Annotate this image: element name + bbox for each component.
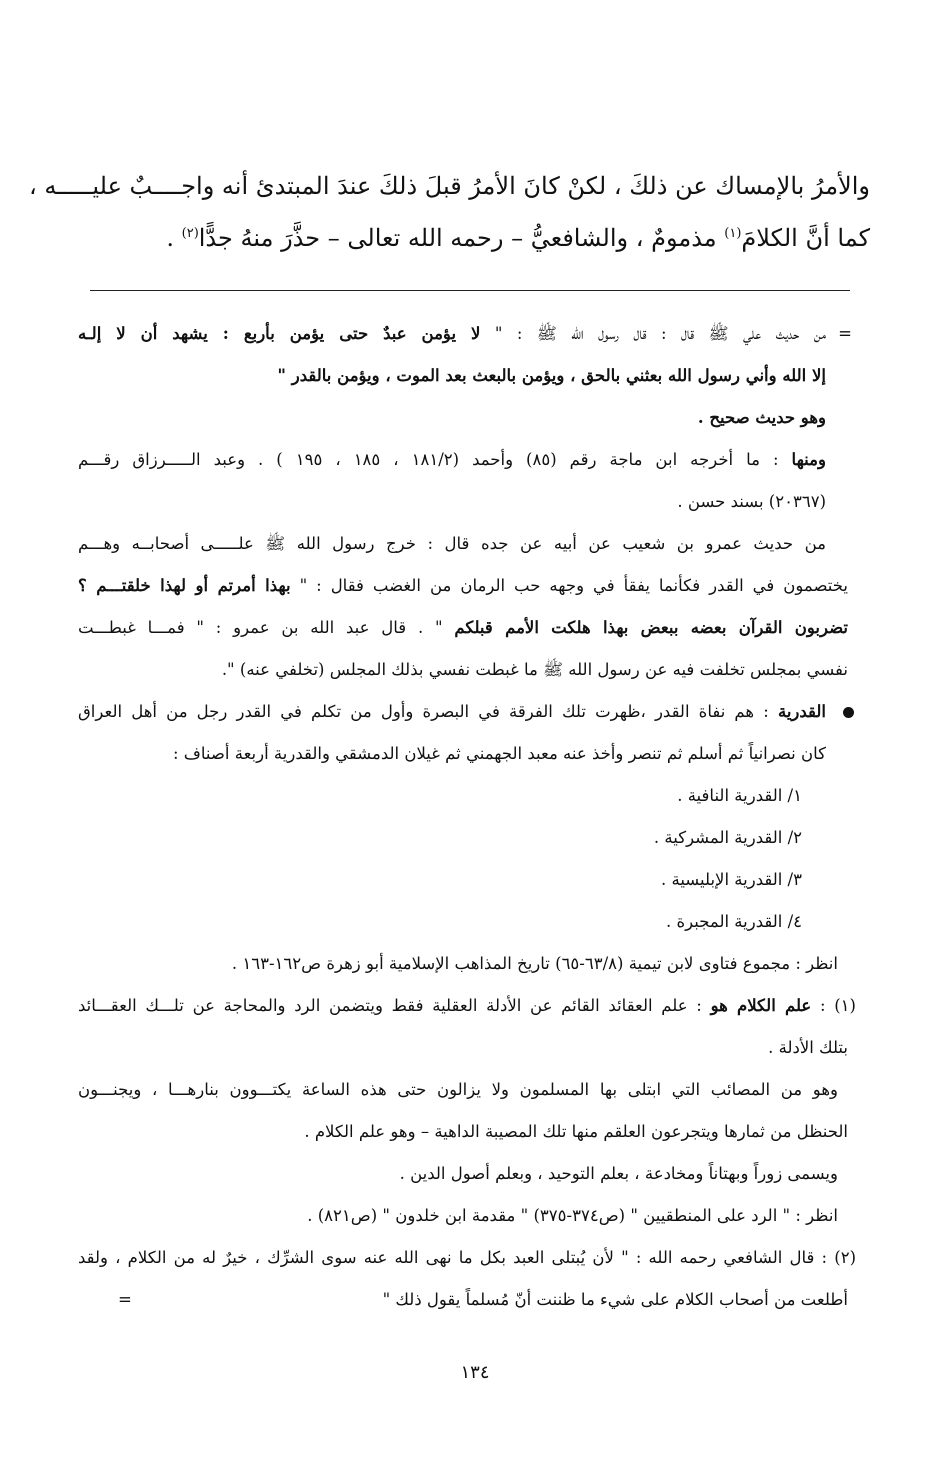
footnote-text: : ما أخرجه ابن ماجة رقم (٨٥) وأحمد (١٨١/٢ ، ١٨٥ ، ١٩٥ ) . وعبد الـــــرزاق رقـــم — [78, 450, 792, 469]
hadith-text: تضربون القرآن بعضه ببعض بهذا هلكت الأمم قبلكم — [454, 618, 848, 637]
hadith-text: بهذا أمرتم أو لهذا خلقتـــم ؟ — [78, 576, 291, 595]
footnote-line: انظر : مجموع فتاوى لابن تيمية (٦٣/٨-٦٥) تاريخ المذاهب الإسلامية أبو زهرة ص١٦٢-١٦٣ . — [231, 954, 838, 973]
footnote-line: الحنظل من ثمارها ويتجرعون العلقم منها تلك المصيبة الداهية – وهو علم الكلام . — [304, 1122, 848, 1141]
footnote-keyword: ومنها — [791, 450, 826, 469]
hadith-text: لا يؤمن عبدٌ حتى يؤمن بأربع : يشهد أن لا إلـه — [78, 324, 481, 343]
footnote-number: (١) : — [811, 996, 856, 1015]
hadith-grade: وهو حديث صحيح . — [697, 408, 826, 427]
footnote-line: (٢) : قال الشافعي رحمه الله : " لأن يُبتلى العبد بكل ما نهى الله عنه سوى الشرِّك ، خيرٌ له من الكلام ، ولقد — [78, 1248, 856, 1267]
main-line-1: والأمرُ بالإمساك عن ذلكَ ، لكنْ كانَ الأمرُ قبلَ ذلكَ عندَ المبتدئ أنه واجــــبٌ عليـــــه ، — [28, 172, 870, 200]
footnote-ref-1[interactable]: (١) — [724, 226, 742, 241]
continuation-marker: = — [118, 1290, 132, 1309]
footnote-text: يختصمون في القدر فكأنما يفقأ في وجهه حب الرمان من الغضب فقال : " — [290, 576, 848, 595]
footnote-line: من حديث عمرو بن شعيب عن أبيه عن جده قال : خرج رسول الله ﷺ علـــــى أصحابــه وهـــم — [78, 534, 826, 553]
footnote-text: أطلعت من أصحاب الكلام على شيء ما ظننت أنّ مُسلماً يقول ذلك " — [382, 1290, 848, 1309]
main-line-2-part-a: كما أنَّ الكلامَ — [741, 224, 870, 252]
footnote-keyword: القدرية — [777, 702, 826, 721]
footnote-line: بتلك الأدلة . — [768, 1038, 848, 1057]
continuation-marker: = — [838, 324, 852, 343]
footnote-line: ويسمى زوراً وبهتاناً ومخادعة ، بعلم التوحيد ، وبعلم أصول الدين . — [399, 1164, 838, 1183]
footnote-line — [78, 607, 848, 649]
footnote-keyword: علم الكلام هو — [710, 996, 812, 1015]
footnote-text: : هم نفاة القدر ،ظهرت تلك الفرقة في البصرة وأول من تكلم في القدر رجل من أهل العراق — [78, 702, 778, 721]
footnote-line: انظر : " الرد على المنطقيين " (ص٣٧٤-٣٧٥) " مقدمة ابن خلدون " (ص٨٢١) . — [307, 1206, 838, 1225]
footnote-text: " . قال عبد الله بن عمرو : " فمـــا غبطـــت — [78, 618, 455, 637]
list-item: ٢/ القدرية المشركية . — [653, 828, 802, 847]
list-item: ٤/ القدرية المجبرة . — [666, 912, 802, 931]
main-line-2-part-b: مذمومٌ ، والشافعيُّ – رحمه الله تعالى – حذَّرَ منهُ جدًّا — [198, 224, 725, 252]
main-line-2 — [80, 212, 870, 264]
footnote-line — [78, 439, 848, 481]
page-number: ١٣٤ — [460, 1362, 490, 1383]
footnote-text: : علم العقائد القائم عن الأدلة العقلية فقط ويتضمن الرد والمحاجة عن تلـــك العقـــائد — [78, 996, 711, 1015]
footnote-line — [78, 985, 856, 1027]
list-item: ١/ القدرية النافية . — [677, 786, 802, 805]
footnote-line — [78, 313, 852, 355]
footnote-line — [78, 691, 848, 733]
bullet-icon — [843, 707, 854, 718]
footnotes — [78, 313, 856, 1321]
footnote-separator — [90, 290, 850, 291]
footnote-line: وهو من المصائب التي ابتلى بها المسلمون ولا يزالون حتى هذه الساعة يكتـــوون بنارهـــا ، ويجنـــون — [78, 1080, 838, 1099]
footnote-text: من حديث علي ﷺ قال : قال رسول الله ﷺ : " — [480, 324, 826, 343]
footnote-line: كان نصرانياً ثم أسلم ثم تنصر وأخذ عنه معبد الجهمني ثم غيلان الدمشقي والقدرية أربعة أصناف : — [172, 744, 826, 763]
main-line-2-part-c: . — [166, 224, 182, 252]
footnote-ref-2[interactable]: (٢) — [181, 226, 199, 241]
footnote-line: (٢٠٣٦٧) بسند حسن . — [677, 492, 826, 511]
hadith-text: إلا الله وأني رسول الله بعثني بالحق ، ويؤمن بالبعث بعد الموت ، ويؤمن بالقدر " — [277, 366, 826, 385]
main-text — [28, 160, 870, 264]
footnote-line — [78, 1279, 848, 1321]
list-item: ٣/ القدرية الإبليسية . — [660, 870, 802, 889]
footnote-line — [78, 565, 848, 607]
footnote-line: نفسي بمجلس تخلفت فيه عن رسول الله ﷺ ما غبطت نفسي بذلك المجلس (تخلفي عنه) ". — [221, 660, 848, 679]
